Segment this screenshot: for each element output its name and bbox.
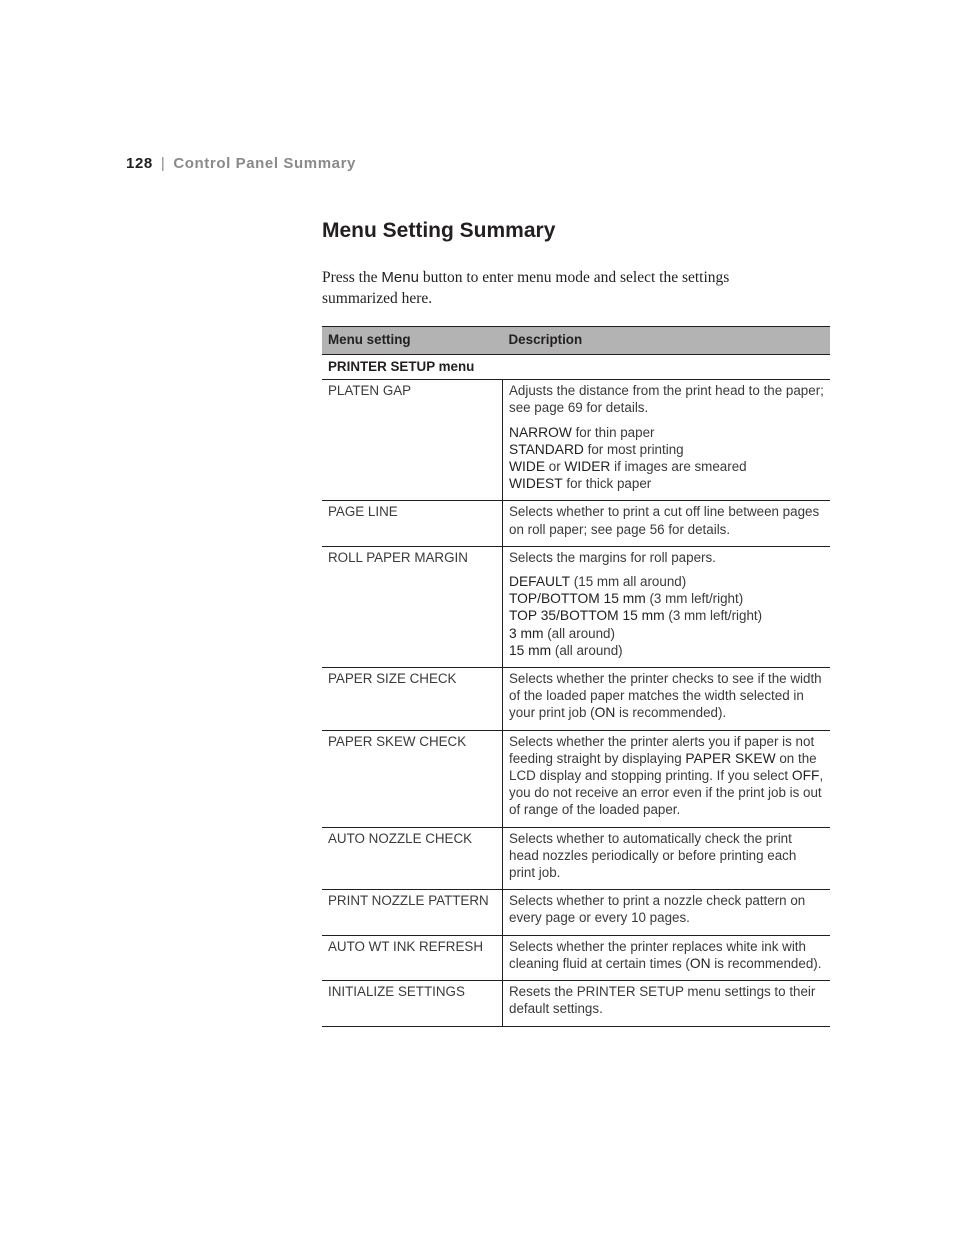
description-text: , you do not receive an error even if the print job is out of range of the loaded paper. [509,768,824,818]
section-title: Menu Setting Summary [322,219,556,242]
main-content [322,217,830,1027]
option-note: (all around) [551,642,623,658]
table-header-row [322,327,830,355]
option-line [509,441,824,458]
section-label: PRINTER SETUP menu [322,355,830,380]
option-value: PAPER SKEW [685,750,776,766]
option-value: WIDEST [509,476,563,492]
column-header-description: Description [503,327,831,355]
setting-description [503,668,831,731]
option-value: OFF [791,768,820,784]
option-note: or [545,459,565,475]
option-list [509,424,824,493]
option-line [509,424,824,441]
setting-description: Selects whether to automatically check the print head nozzles periodically or before printing each print job. [503,827,831,890]
description-text: Selects whether the printer alerts you if paper is not feeding straight by displaying [509,733,815,766]
description-text: on the LCD display and stopping printing. If you select [509,750,817,784]
description-text: Selects whether the printer checks to see if the width of the loaded paper matches the width selected in your print job ( [509,671,822,721]
description-text: Selects whether the printer replaces white ink with cleaning fluid at certain times ( [509,938,806,971]
option-value: TOP 35/BOTTOM 15 mm [509,608,665,624]
setting-name: INITIALIZE SETTINGS [322,981,503,1026]
option-line [509,607,824,624]
description-text: Selects the margins for roll papers. [509,549,716,565]
setting-name: PRINT NOZZLE PATTERN [322,890,503,935]
option-note: (3 mm left/right) [645,591,744,607]
setting-description: Selects whether to print a nozzle check pattern on every page or every 10 pages. [503,890,831,935]
table-row [322,501,830,546]
table-row [322,827,830,890]
option-value: ON [594,705,616,721]
option-line [509,642,824,659]
intro-paragraph [322,267,782,309]
option-value: WIDE [509,459,546,475]
setting-name: AUTO NOZZLE CHECK [322,827,503,890]
column-header-setting: Menu setting [322,327,503,355]
option-line [509,590,824,607]
option-value: WIDER [564,459,611,475]
option-note: (15 mm all around) [570,574,687,590]
setting-description: Resets the PRINTER SETUP menu settings to their default settings. [503,981,831,1026]
option-line [509,573,824,590]
option-note: if images are smeared [610,459,747,475]
menu-key-label: Menu [381,269,419,286]
option-value: 3 mm [509,625,544,641]
option-value: STANDARD [509,441,584,457]
option-note: for thick paper [562,476,652,492]
option-value: DEFAULT [509,574,571,590]
option-value: TOP/BOTTOM 15 mm [509,591,646,607]
table-row [322,890,830,935]
page-number: 128 [126,155,153,172]
setting-name: PLATEN GAP [322,380,503,501]
setting-description [503,935,831,980]
setting-name: PAPER SIZE CHECK [322,668,503,731]
intro-text: Press the [322,269,382,286]
option-value: ON [689,955,711,971]
menu-settings-table [322,326,830,1027]
setting-name: AUTO WT INK REFRESH [322,935,503,980]
option-note: for most printing [583,441,684,457]
table-row [322,668,830,731]
table-row [322,730,830,827]
table-section-row [322,355,830,380]
table-row [322,546,830,667]
intro-text: button to enter menu mode and select the settings summarized here. [322,269,730,307]
setting-name: ROLL PAPER MARGIN [322,546,503,667]
setting-description [503,546,831,667]
option-value: NARROW [509,424,572,440]
setting-name: PAPER SKEW CHECK [322,730,503,827]
table-row [322,935,830,980]
option-line [509,458,824,475]
chapter-title: Control Panel Summary [173,155,356,172]
description-text: Adjusts the distance from the print head to the paper; see page 69 for details. [509,383,824,416]
setting-name: PAGE LINE [322,501,503,546]
option-note: (3 mm left/right) [664,608,763,624]
description-text: is recommended). [710,955,822,971]
table-row [322,981,830,1026]
setting-description [503,730,831,827]
description-text: is recommended). [615,705,727,721]
option-list [509,573,824,659]
setting-description: Selects whether to print a cut off line between pages on roll paper; see page 56 for details. [503,501,831,546]
header-separator: | [160,155,166,172]
table-row [322,380,830,501]
option-line [509,625,824,642]
setting-description [503,380,831,501]
option-line [509,475,824,492]
option-value: 15 mm [509,642,552,658]
running-header [126,155,356,172]
option-note: (all around) [543,625,615,641]
option-note: for thin paper [571,424,655,440]
